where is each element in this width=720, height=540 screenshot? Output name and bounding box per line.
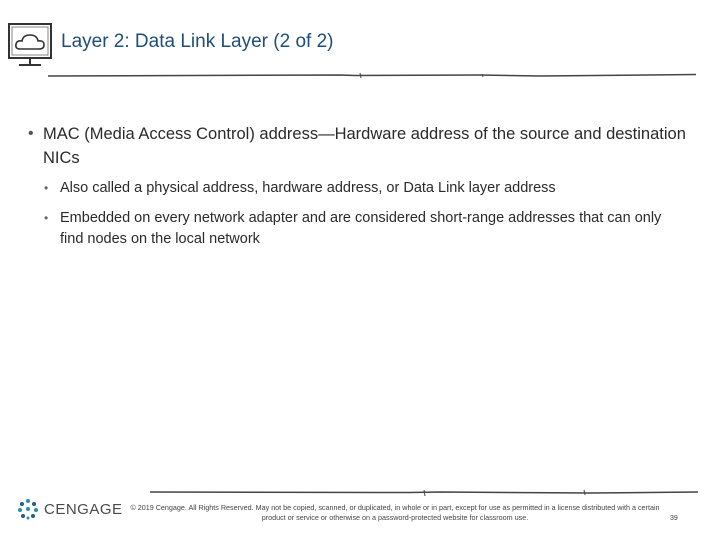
sub-bullet-text: Embedded on every network adapter and are considered short-range addresses that can only find nodes on the local network <box>60 210 662 247</box>
logo-text: CENGAGE <box>44 501 123 518</box>
page-number: 39 <box>670 515 678 522</box>
cengage-logo-icon <box>16 497 40 521</box>
slide-content <box>28 122 688 259</box>
footer-rule <box>150 486 698 500</box>
sub-bullet-embedded <box>44 208 688 250</box>
slide-title: Layer 2: Data Link Layer (2 of 2) <box>61 31 334 52</box>
sub-bullet-dot: • <box>44 181 49 195</box>
title-rule <box>20 68 696 82</box>
bullet-mac-address <box>28 122 688 170</box>
sub-bullet-list <box>28 178 688 250</box>
cengage-logo <box>16 497 123 521</box>
sub-bullet-text: Also called a physical address, hardware address, or Data Link layer address <box>60 180 556 196</box>
bullet-dot: • <box>28 125 34 142</box>
bullet-text: MAC (Media Access Control) address—Hardware address of the source and destination NICs <box>43 125 686 167</box>
copyright-notice: © 2019 Cengage. All Rights Reserved. May not be copied, scanned, or duplicated, in whole or in part, except for use as permitted in a license distributed with a certain product or service or otherwise on a password-protected website for classroom use. <box>130 503 660 522</box>
cloud-monitor-icon <box>6 20 54 72</box>
sub-bullet-dot: • <box>44 211 49 225</box>
sub-bullet-physical-address <box>44 178 688 199</box>
